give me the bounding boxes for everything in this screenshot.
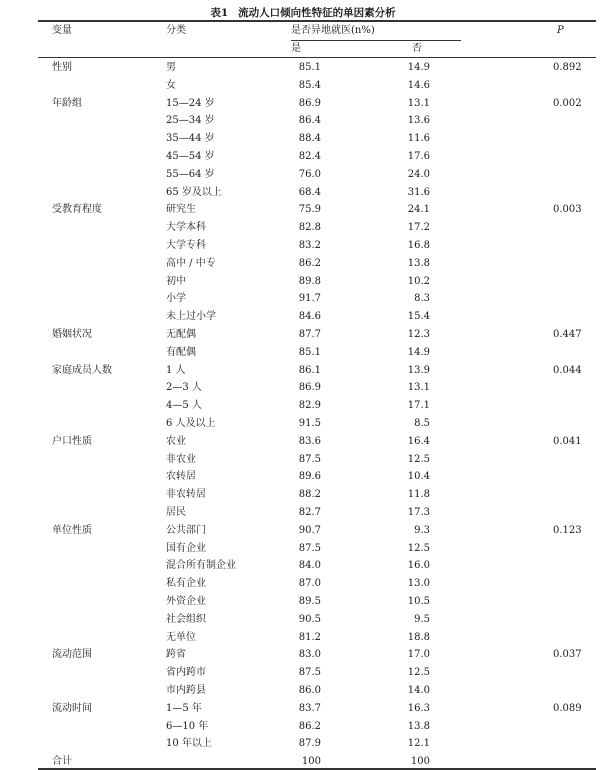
cell-yes: 68.4 xyxy=(298,186,321,198)
cell-no: 12.1 xyxy=(407,738,430,750)
cell-yes: 87.5 xyxy=(298,453,321,465)
cell-p: 0.447 xyxy=(553,329,582,340)
cell-no: 9.5 xyxy=(414,613,430,625)
cell-category: 6—10 年 xyxy=(166,720,209,732)
cell-category: 1 人 xyxy=(166,364,186,376)
cell-no: 10.2 xyxy=(407,275,430,287)
cell-p: 0.002 xyxy=(553,97,582,109)
cell-variable: 流动时间 xyxy=(52,702,92,714)
cell-category: 居民 xyxy=(166,507,186,518)
cell-variable: 家庭成员人数 xyxy=(52,364,112,376)
cell-category: 农转居 xyxy=(166,471,196,483)
table-title xyxy=(0,5,606,20)
cell-no: 12.5 xyxy=(407,542,430,554)
group-header-rule xyxy=(291,40,461,41)
cell-no: 17.2 xyxy=(407,222,430,234)
cell-yes: 86.9 xyxy=(298,382,321,394)
cell-yes: 84.6 xyxy=(298,311,321,323)
cell-yes: 87.9 xyxy=(298,738,321,750)
cell-no: 13.9 xyxy=(407,364,430,376)
cell-category: 高中 / 中专 xyxy=(166,257,216,269)
cell-no: 12.5 xyxy=(407,453,430,465)
cell-category: 非农转居 xyxy=(166,489,206,501)
cell-variable: 年龄组 xyxy=(52,97,82,109)
cell-no: 100 xyxy=(410,756,430,768)
cell-category: 社会组织 xyxy=(166,613,206,625)
cell-yes: 87.0 xyxy=(298,578,321,590)
cell-category: 无单位 xyxy=(166,631,196,643)
cell-category: 公共部门 xyxy=(166,524,206,536)
header-p: P xyxy=(557,25,564,36)
cell-yes: 82.9 xyxy=(298,400,321,412)
header-variable: 变量 xyxy=(52,25,72,36)
cell-no: 16.0 xyxy=(407,560,430,572)
cell-no: 11.8 xyxy=(407,489,430,501)
cell-category: 混合所有制企业 xyxy=(166,560,236,572)
cell-category: 私有企业 xyxy=(166,578,206,590)
cell-variable: 流动范围 xyxy=(52,649,92,661)
cell-no: 8.3 xyxy=(414,293,430,305)
cell-no: 17.3 xyxy=(407,507,430,518)
cell-no: 16.3 xyxy=(407,702,430,714)
cell-yes: 88.4 xyxy=(298,133,321,145)
cell-variable: 性别 xyxy=(52,62,72,73)
cell-yes: 85.1 xyxy=(298,62,321,73)
cell-variable: 合计 xyxy=(52,756,72,768)
header-rule xyxy=(38,57,596,58)
table-caption: 流动人口倾向性特征的单因素分析 xyxy=(238,7,396,19)
cell-no: 18.8 xyxy=(407,631,430,643)
cell-p: 0.123 xyxy=(553,524,582,536)
cell-no: 8.5 xyxy=(414,418,430,429)
cell-no: 13.8 xyxy=(407,257,430,269)
header-group: 是否异地就医(n%) xyxy=(291,25,375,36)
cell-yes: 85.1 xyxy=(298,346,321,358)
cell-yes: 86.9 xyxy=(298,97,321,109)
cell-category: 小学 xyxy=(166,293,186,305)
cell-yes: 86.2 xyxy=(298,720,321,732)
cell-category: 农业 xyxy=(166,435,186,447)
cell-yes: 75.9 xyxy=(298,204,321,216)
cell-yes: 86.4 xyxy=(298,115,321,127)
cell-no: 12.3 xyxy=(407,329,430,340)
cell-p: 0.044 xyxy=(553,364,582,376)
cell-yes: 83.0 xyxy=(298,649,321,661)
cell-no: 13.6 xyxy=(407,115,430,127)
cell-category: 4—5 人 xyxy=(166,400,202,412)
cell-category: 1—5 年 xyxy=(166,702,202,714)
cell-category: 初中 xyxy=(166,275,186,287)
cell-no: 13.8 xyxy=(407,720,430,732)
cell-category: 省内跨市 xyxy=(166,667,206,679)
cell-no: 17.0 xyxy=(407,649,430,661)
cell-variable: 户口性质 xyxy=(52,435,92,447)
cell-yes: 81.2 xyxy=(298,631,321,643)
cell-yes: 100 xyxy=(301,756,321,768)
cell-category: 非农业 xyxy=(166,453,196,465)
cell-yes: 88.2 xyxy=(298,489,321,501)
cell-category: 15—24 岁 xyxy=(166,97,215,109)
cell-p: 0.041 xyxy=(553,435,582,447)
header-no: 否 xyxy=(412,43,422,54)
cell-category: 研究生 xyxy=(166,204,196,216)
cell-yes: 83.6 xyxy=(298,435,321,447)
cell-p: 0.892 xyxy=(553,62,582,73)
cell-no: 9.3 xyxy=(414,524,430,536)
cell-yes: 87.7 xyxy=(298,329,321,340)
cell-yes: 85.4 xyxy=(298,79,321,91)
cell-category: 市内跨县 xyxy=(166,685,206,696)
bottom-rule xyxy=(38,768,596,770)
cell-no: 14.9 xyxy=(407,62,430,73)
cell-no: 13.1 xyxy=(407,97,430,109)
cell-variable: 婚姻状况 xyxy=(52,329,92,340)
cell-category: 65 岁及以上 xyxy=(166,186,222,198)
cell-category: 女 xyxy=(166,79,176,91)
cell-no: 17.6 xyxy=(407,151,430,162)
cell-yes: 76.0 xyxy=(298,168,321,180)
cell-no: 13.1 xyxy=(407,382,430,394)
cell-no: 14.9 xyxy=(407,346,430,358)
cell-no: 14.6 xyxy=(407,79,430,91)
cell-yes: 90.5 xyxy=(298,613,321,625)
cell-no: 12.5 xyxy=(407,667,430,679)
cell-category: 大学本科 xyxy=(166,222,206,234)
cell-yes: 84.0 xyxy=(298,560,321,572)
cell-category: 外资企业 xyxy=(166,596,206,607)
cell-yes: 89.6 xyxy=(298,471,321,483)
cell-yes: 89.8 xyxy=(298,275,321,287)
cell-category: 男 xyxy=(166,62,176,73)
cell-no: 24.0 xyxy=(407,168,430,180)
cell-category: 35—44 岁 xyxy=(166,133,215,145)
header-yes: 是 xyxy=(291,43,301,54)
cell-no: 31.6 xyxy=(407,186,430,198)
cell-yes: 86.1 xyxy=(298,364,321,376)
header-category: 分类 xyxy=(166,25,186,36)
cell-yes: 87.5 xyxy=(298,542,321,554)
cell-category: 2—3 人 xyxy=(166,382,202,394)
cell-yes: 82.7 xyxy=(298,507,321,518)
cell-no: 17.1 xyxy=(407,400,430,412)
cell-no: 16.4 xyxy=(407,435,430,447)
cell-variable: 受教育程度 xyxy=(52,204,102,216)
cell-yes: 86.0 xyxy=(298,685,321,696)
cell-category: 10 年以上 xyxy=(166,738,212,750)
cell-category: 45—54 岁 xyxy=(166,151,215,162)
cell-category: 25—34 岁 xyxy=(166,115,215,127)
cell-category: 无配偶 xyxy=(166,329,196,340)
cell-p: 0.089 xyxy=(553,702,582,714)
cell-yes: 89.5 xyxy=(298,596,321,607)
cell-category: 有配偶 xyxy=(166,346,196,358)
cell-yes: 91.7 xyxy=(298,293,321,305)
cell-yes: 91.5 xyxy=(298,418,321,429)
cell-yes: 82.8 xyxy=(298,222,321,234)
cell-no: 14.0 xyxy=(407,685,430,696)
cell-no: 10.4 xyxy=(407,471,430,483)
cell-p: 0.037 xyxy=(553,649,582,661)
cell-variable: 单位性质 xyxy=(52,524,92,536)
cell-category: 国有企业 xyxy=(166,542,206,554)
cell-yes: 90.7 xyxy=(298,524,321,536)
cell-category: 大学专科 xyxy=(166,240,206,251)
top-rule xyxy=(38,20,596,22)
cell-category: 跨省 xyxy=(166,649,186,661)
cell-no: 16.8 xyxy=(407,240,430,251)
cell-no: 15.4 xyxy=(407,311,430,323)
cell-no: 10.5 xyxy=(407,596,430,607)
cell-yes: 86.2 xyxy=(298,257,321,269)
cell-category: 55—64 岁 xyxy=(166,168,215,180)
cell-yes: 87.5 xyxy=(298,667,321,679)
cell-yes: 83.2 xyxy=(298,240,321,251)
cell-yes: 82.4 xyxy=(298,151,321,162)
table-number: 表1 xyxy=(210,7,229,19)
cell-category: 6 人及以上 xyxy=(166,418,216,429)
cell-category: 未上过小学 xyxy=(166,311,216,323)
cell-no: 11.6 xyxy=(407,133,430,145)
cell-no: 13.0 xyxy=(407,578,430,590)
cell-yes: 83.7 xyxy=(298,702,321,714)
cell-no: 24.1 xyxy=(407,204,430,216)
cell-p: 0.003 xyxy=(553,204,582,216)
